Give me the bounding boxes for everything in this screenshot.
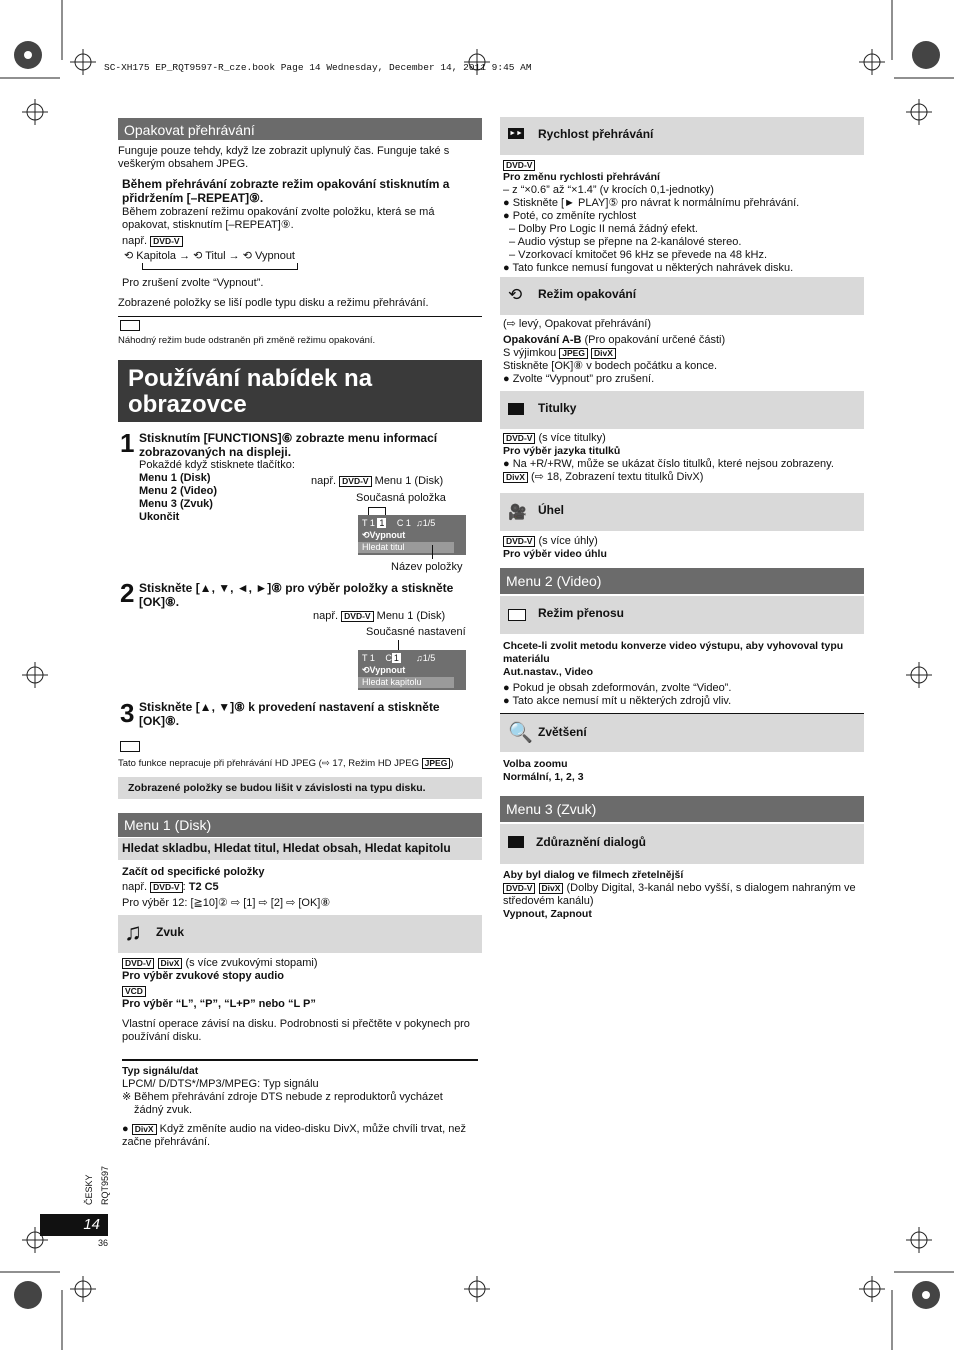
subtitles-icon bbox=[508, 403, 524, 415]
speed-bold: Pro změnu rychlosti přehrávání bbox=[503, 171, 660, 183]
fast-forward-icon: ►► bbox=[509, 130, 523, 137]
audio-tags bbox=[122, 957, 318, 970]
osd-selected-box: 1 bbox=[393, 653, 399, 663]
music-note-icon: ♫ bbox=[416, 518, 423, 528]
dts-note: Během přehrávání zdroje DTS nebude z reproduktorů vycházet žádný zvuk. bbox=[134, 1091, 443, 1116]
transfer-bar bbox=[500, 596, 864, 634]
highlight-text: Zobrazené položky se budou lišit v závislosti na typu disku. bbox=[128, 782, 426, 794]
audio-select: Pro výběr zvukové stopy audio bbox=[122, 970, 284, 982]
except-label: S výjimkou bbox=[503, 347, 557, 359]
repeat-icon: ⟲ bbox=[508, 285, 523, 304]
own-operations: Vlastní operace závisí na disku. Podrobnosti si přečtěte v pokynech pro používání disku. bbox=[122, 1018, 470, 1043]
speed-line: – z “×0.6” až “×1.4” (v krocích 0,1-jednotky) bbox=[503, 184, 714, 196]
repeat-mode-ref: (⇨ levý, Opakovat přehrávání) bbox=[503, 318, 652, 330]
page-number: 14 bbox=[40, 1214, 108, 1236]
vcd-tag: VCD bbox=[122, 986, 146, 997]
section-repeat-title: Opakovat přehrávání bbox=[118, 118, 482, 140]
current-item-label: Současná položka bbox=[356, 492, 446, 504]
osd-count: 1/5 bbox=[422, 518, 436, 528]
step-1-bold: Stisknutím [FUNCTIONS]⑥ zobrazte menu informací zobrazovaných na displeji. bbox=[139, 431, 438, 459]
osd-selected-box: 1 bbox=[379, 518, 385, 528]
step-2-example bbox=[313, 610, 445, 623]
camera-icon: 🎥 bbox=[508, 504, 527, 521]
step-1-items bbox=[139, 472, 217, 524]
repeat-icon: ⟲ bbox=[362, 530, 370, 540]
repeat-text: Během zobrazení režimu opakování zvolte položku, která se má opakovat, stisknutím [–REPEAT]⑨. bbox=[122, 206, 435, 231]
repeat-cancel: Pro zrušení zvolte “Vypnout”. bbox=[122, 277, 264, 289]
speed-line: ● Stiskněte [► PLAY]⑤ pro návrat k normálnímu přehrávání. bbox=[503, 197, 800, 209]
subtitles-bold: Pro výběr jazyka titulků bbox=[503, 445, 621, 457]
dvd-v-tag: DVD-V bbox=[503, 160, 535, 171]
divx-tag: DivX bbox=[539, 883, 564, 894]
dialog-options: Vypnout, Zapnout bbox=[503, 908, 592, 920]
screen-icon bbox=[508, 609, 526, 621]
repeat-cancel-note: ● Zvolte “Vypnout” pro zrušení. bbox=[503, 373, 655, 385]
speed-line: – Dolby Pro Logic II nemá žádný efekt. bbox=[509, 223, 698, 235]
ab-title: Opakování A-B bbox=[503, 334, 582, 346]
menu-option: Menu 1 (Disk) bbox=[139, 472, 211, 484]
dvd-v-tag: DVD-V bbox=[122, 958, 154, 969]
step-1-text: Pokaždé když stisknete tlačítko: bbox=[139, 459, 295, 471]
page-title: Používání nabídek na obrazovce bbox=[118, 360, 482, 422]
example-menu: Menu 1 (Disk) bbox=[376, 610, 446, 622]
audio-multi: (s více zvukovými stopami) bbox=[185, 957, 318, 969]
divx-note-text: Když změníte audio na video-disku DivX, může chvíli trvat, než začne přehrávání. bbox=[122, 1123, 466, 1148]
step-1-example bbox=[311, 475, 443, 488]
music-note-icon: ♫ bbox=[124, 919, 142, 946]
dvd-v-tag: DVD-V bbox=[341, 611, 373, 622]
dialog-title: Zdůraznění dialogů bbox=[536, 835, 646, 849]
asterisk-icon: ※ bbox=[122, 1091, 132, 1103]
angle-title: Úhel bbox=[538, 503, 565, 517]
signal-title: Typ signálu/dat bbox=[122, 1065, 199, 1077]
repeat-varies: Zobrazené položky se liší podle typu disku a režimu přehrávání. bbox=[118, 297, 429, 309]
menu-3-title: Menu 3 (Zvuk) bbox=[500, 796, 864, 822]
divx-tag: DivX bbox=[503, 472, 528, 483]
cycle-item: Vypnout bbox=[255, 250, 295, 262]
footer-lang: ČESKY bbox=[84, 1174, 94, 1205]
speed-bar bbox=[500, 117, 864, 155]
divx-tag: DivX bbox=[132, 1124, 157, 1135]
subtitles-ref: (⇨ 18, Zobrazení textu titulků DivX) bbox=[530, 471, 704, 483]
subtitles-title: Titulky bbox=[538, 401, 577, 415]
repeat-icon: ⟲ bbox=[362, 665, 370, 675]
note-text: Tato funkce nepracuje při přehrávání HD JPEG (⇨ 17, Režim HD JPEG bbox=[118, 758, 419, 769]
speed-lines bbox=[503, 184, 861, 275]
transfer-options: Aut.nastav., Video bbox=[503, 666, 594, 678]
repeat-intro: Funguje pouze tehdy, když lze zobrazit uplynulý čas. Funguje také s veškerým obsahem JPEG. bbox=[118, 145, 450, 170]
osd-repeat-value: Vypnout bbox=[369, 665, 406, 675]
step-2-number: 2 bbox=[120, 578, 135, 608]
step-3-bold: Stiskněte [▲, ▼]⑧ k provedení nastavení a stiskněte [OK]⑧. bbox=[139, 700, 440, 728]
example-value: T2 C5 bbox=[188, 881, 219, 893]
step-3-number: 3 bbox=[120, 698, 135, 728]
menu-option: Menu 2 (Video) bbox=[139, 485, 218, 497]
note-icon bbox=[120, 741, 140, 752]
audio-title: Zvuk bbox=[156, 925, 185, 939]
subtitles-bar bbox=[500, 391, 864, 429]
repeat-mode-title: Režim opakování bbox=[538, 287, 637, 301]
footer-code: RQT9597 bbox=[100, 1165, 110, 1205]
menus-note: Tato funkce nepracuje při přehrávání HD JPEG (⇨ 17, Režim HD JPEG JPEG ) bbox=[118, 757, 454, 769]
file-header: SC-XH175 EP_RQT9597-R_cze.book Page 14 Wednesday, December 14, 2011 9:45 AM bbox=[104, 62, 532, 73]
repeat-note: Náhodný režim bude odstraněn při změně režimu opakování. bbox=[118, 335, 376, 346]
zoom-bold: Volba zoomu bbox=[503, 758, 568, 770]
select-12: Pro výběr 12: [≧10]② ⇨ [1] ⇨ [2] ⇨ [OK]⑧ bbox=[122, 897, 331, 909]
example-label: např. bbox=[311, 475, 337, 487]
repeat-mode-bar bbox=[500, 277, 864, 315]
start-example: např. DVD-V : T2 C5 bbox=[122, 881, 219, 893]
divider bbox=[118, 316, 482, 317]
transfer-line2: ● Tato akce nemusí mít u některých zdrojů vliv. bbox=[503, 695, 732, 707]
cycle-item: Titul bbox=[205, 250, 226, 262]
subtitles-multi: (s více titulky) bbox=[538, 432, 606, 444]
repeat-icon: ⟲ bbox=[242, 250, 252, 262]
repeat-example bbox=[122, 235, 183, 248]
osd-repeat-value: Vypnout bbox=[369, 530, 406, 540]
angle-bold: Pro výběr video úhlu bbox=[503, 548, 607, 560]
speed-line: ● Tato funkce nemusí fungovat u některých nahrávek disku. bbox=[503, 262, 794, 274]
zoom-title: Zvětšení bbox=[538, 725, 587, 739]
search-bar: Hledat skladbu, Hledat titul, Hledat obsah, Hledat kapitolu bbox=[118, 838, 482, 860]
dvd-v-tag: DVD-V bbox=[503, 883, 535, 894]
dialog-bar bbox=[500, 824, 864, 864]
speed-title: Rychlost přehrávání bbox=[538, 127, 654, 141]
osd-chapter: C 1 bbox=[396, 518, 411, 528]
dvd-v-tag: DVD-V bbox=[503, 433, 535, 444]
menu-2-title: Menu 2 (Video) bbox=[500, 568, 864, 594]
note-icon bbox=[120, 320, 140, 331]
repeat-cycle: ⟲ Kapitola → ⟲ Titul → ⟲ Vypnout bbox=[124, 250, 295, 262]
cycle-return-arrow bbox=[142, 263, 298, 270]
signal-text: LPCM/ D/DTS*/MP3/MPEG: Typ signálu bbox=[122, 1078, 319, 1090]
lp-select: Pro výběr “L”, “P”, “L+P” nebo “L P” bbox=[122, 998, 316, 1010]
osd-chapter: C bbox=[385, 653, 392, 663]
zoom-bar bbox=[500, 714, 864, 752]
dialog-text bbox=[503, 882, 861, 908]
example-menu: Menu 1 (Disk) bbox=[374, 475, 444, 487]
dvd-v-tag: DVD-V bbox=[503, 536, 535, 547]
osd-title-number: T 1 bbox=[362, 653, 375, 663]
callout-line bbox=[420, 545, 433, 559]
repeat-press: Stiskněte [OK]⑧ v bodech počátku a konce. bbox=[503, 360, 718, 372]
example-label: např. bbox=[122, 235, 148, 247]
menu-option: Ukončit bbox=[139, 511, 180, 523]
osd-count: 1/5 bbox=[422, 653, 436, 663]
angle-multi: (s více úhly) bbox=[538, 535, 598, 547]
osd-title-number: T 1 bbox=[362, 518, 375, 528]
cycle-item: Kapitola bbox=[136, 250, 177, 262]
transfer-line1: ● Pokud je obsah zdeformován, zvolte “Video”. bbox=[503, 682, 732, 694]
subtitles-tag-line bbox=[503, 432, 606, 445]
jpeg-tag: JPEG bbox=[422, 758, 451, 769]
subtitles-line1: ● Na +R/+RW, může se ukázat číslo titulků, které nejsou zobrazeny. bbox=[503, 458, 834, 470]
subtitles-line2 bbox=[503, 471, 703, 484]
current-setting-label: Současné nastavení bbox=[366, 626, 466, 638]
divx-note: ● DivX Když změníte audio na video-disku DivX, může chvíli trvat, než začne přehrávání. bbox=[122, 1123, 466, 1148]
sub-page-number: 36 bbox=[98, 1238, 109, 1248]
dialog-bold: Aby byl dialog ve filmech zřetelnější bbox=[503, 869, 684, 881]
repeat-except bbox=[503, 347, 616, 360]
dvd-v-tag: DVD-V bbox=[339, 476, 371, 487]
divider bbox=[122, 1059, 478, 1061]
divx-tag: DivX bbox=[158, 958, 183, 969]
audio-bar bbox=[118, 915, 482, 953]
transfer-bold: Chcete-li zvolit metodu konverze video výstupu, aby vyhovoval typu materiálu bbox=[503, 640, 844, 665]
repeat-icon: ⟲ bbox=[193, 250, 203, 262]
repeat-ab bbox=[503, 334, 725, 347]
menu-option: Menu 3 (Zvuk) bbox=[139, 498, 213, 510]
dialog-desc: (Dolby Digital, 3-kanál nebo vyšší, s dialogem nahraným ve středovém kanálu) bbox=[503, 882, 856, 907]
ab-text: (Pro opakování určené části) bbox=[584, 334, 726, 346]
repeat-icon: ⟲ bbox=[124, 250, 134, 262]
magnifier-icon: 🔍 bbox=[508, 722, 533, 744]
repeat-bold: Během přehrávání zobrazte režim opakování stisknutím a přidržením [–REPEAT]⑨. bbox=[122, 177, 450, 205]
dvd-v-tag: DVD-V bbox=[150, 882, 182, 893]
item-name-label: Název položky bbox=[391, 561, 463, 573]
start-from-item: Začít od specifické položky bbox=[122, 866, 265, 878]
vcd-tag-line bbox=[122, 985, 146, 998]
angle-bar bbox=[500, 493, 864, 531]
speed-line: – Audio výstup se přepne na 2-kanálové stereo. bbox=[509, 236, 742, 248]
example-label: např. bbox=[313, 610, 339, 622]
osd-search: Hledat kapitolu bbox=[358, 677, 454, 688]
speaker-icon bbox=[508, 836, 524, 848]
zoom-options: Normální, 1, 2, 3 bbox=[503, 771, 584, 783]
osd-preview-1 bbox=[358, 515, 466, 555]
divx-tag: DivX bbox=[591, 348, 616, 359]
step-1-number: 1 bbox=[120, 428, 135, 458]
music-note-icon: ♫ bbox=[416, 653, 423, 663]
step-2-bold: Stiskněte [▲, ▼, ◄, ►]⑧ pro výběr položky a stiskněte [OK]⑧. bbox=[139, 581, 454, 609]
osd-preview-2 bbox=[358, 650, 466, 690]
menu-1-title: Menu 1 (Disk) bbox=[118, 813, 482, 837]
transfer-title: Režim přenosu bbox=[538, 606, 625, 620]
example-label: např. bbox=[122, 881, 148, 893]
angle-tag-line bbox=[503, 535, 598, 548]
osd-search: Hledat titul bbox=[358, 542, 454, 553]
jpeg-tag: JPEG bbox=[559, 348, 588, 359]
speed-line: – Vzorkovací kmitočet 96 kHz se převede na 48 kHz. bbox=[509, 249, 768, 261]
dvd-v-tag: DVD-V bbox=[150, 236, 182, 247]
speed-line: ● Poté, co změníte rychlost bbox=[503, 210, 637, 222]
